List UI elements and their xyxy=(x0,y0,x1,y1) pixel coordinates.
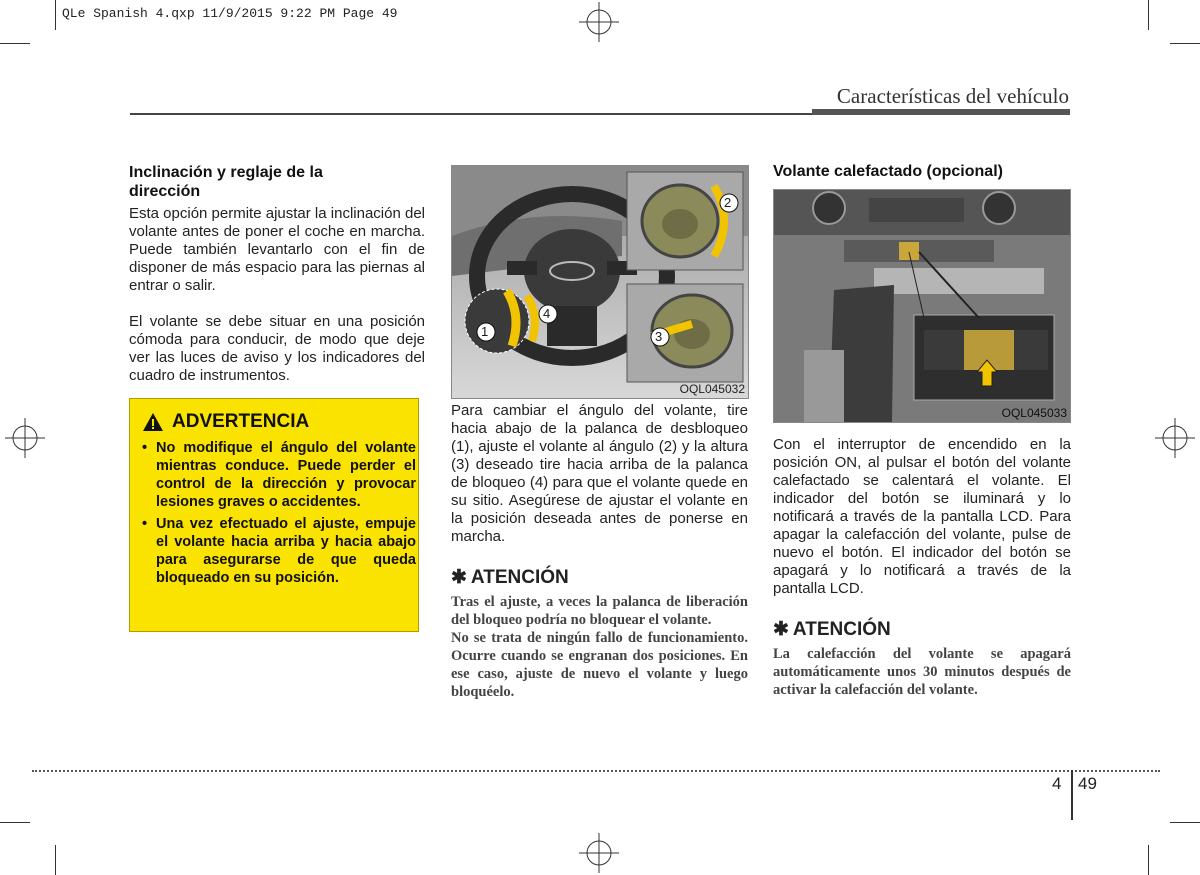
header-rule-accent xyxy=(812,109,1070,115)
warning-box xyxy=(129,398,419,632)
chapter-number: 4 xyxy=(1052,774,1062,793)
attention-paragraph: La calefacción del volante se apagará automáticamente unos 30 minutos después de activar la calefacción del volante. xyxy=(773,646,1071,698)
warning-header xyxy=(142,411,309,433)
footer-divider xyxy=(1071,770,1073,820)
heated-heading-wrap xyxy=(773,162,1071,181)
tilt-section xyxy=(129,163,425,385)
console-illustration xyxy=(774,190,1070,422)
heated-heading: Volante calefactado (opcional) xyxy=(773,163,1003,180)
steering-wheel-illustration xyxy=(452,166,748,398)
registration-mark-icon xyxy=(579,833,619,873)
heated-wheel-figure xyxy=(773,189,1071,423)
registration-mark-icon xyxy=(579,2,619,42)
footer-rule xyxy=(32,770,1160,772)
registration-mark-icon xyxy=(5,418,45,458)
warning-item: • Una vez efectuado el ajuste, empuje el volante hacia arriba y hacia abajo para asegurarse de que queda bloqueado en su posición. xyxy=(140,515,416,587)
tilt-paragraph-2: El volante se debe situar en una posición cómoda para conducir, de modo que deje ver las luces de aviso y los indicadores del cuadro de instrumentos. xyxy=(129,313,425,384)
attention-paragraph-2: No se trata de ningún fallo de funcionamiento. Ocurre cuando se engranan dos posiciones. En ese caso, ajuste de nuevo el volante y luego bloquéelo. xyxy=(451,630,748,700)
callout-1: 1 xyxy=(481,324,489,339)
registration-mark-icon xyxy=(1155,418,1195,458)
warning-triangle-icon xyxy=(142,412,164,432)
callout-3: 3 xyxy=(655,329,663,344)
page-number: 49 xyxy=(1078,774,1097,793)
section-title: Características del vehículo xyxy=(836,84,1069,108)
print-slug-line: QLe Spanish 4.qxp 11/9/2015 9:22 PM Page 49 xyxy=(62,6,398,21)
callout-4: 4 xyxy=(543,306,551,321)
asterisk-icon: ✱ xyxy=(451,567,467,588)
heated-paragraph: Con el interruptor de encendido en la posición ON, al pulsar el botón del volante calefactado se calentará el volante. El indicador del botón se iluminará y lo notificará a través de la pantalla LCD. Para apagar la calefacción del volante, pulse de nuevo el botón. El indicador del botón se apagará y lo notificará a través de la pantalla LCD. xyxy=(773,436,1071,597)
figure-code: OQL045032 xyxy=(679,382,745,396)
asterisk-icon: ✱ xyxy=(773,619,789,640)
warning-item: • No modifique el ángulo del volante mientras conduce. Puede perder el control de la dirección y provocar lesiones graves o accidentes. xyxy=(140,439,416,511)
callout-2: 2 xyxy=(724,195,732,210)
steering-tilt-figure xyxy=(451,165,749,399)
warning-title: ADVERTENCIA xyxy=(172,411,310,432)
attention-heading xyxy=(773,618,1071,641)
tilt-paragraph-1: Esta opción permite ajustar la inclinación del volante antes de poner el coche en marcha. Puede también levantarlo con el fin de disponer de más espacio para las piernas al entrar o salir. xyxy=(129,205,425,294)
tilt-heading-line2: dirección xyxy=(129,183,201,200)
warning-list xyxy=(140,439,416,591)
heated-section xyxy=(773,436,1071,699)
attention-title: ATENCIÓN xyxy=(470,566,569,588)
attention-title: ATENCIÓN xyxy=(792,618,891,640)
figure-code: OQL045033 xyxy=(1001,406,1067,420)
adjust-paragraph: Para cambiar el ángulo del volante, tire hacia abajo de la palanca de desbloqueo (1), ajuste el volante al ángulo (2) y la altura (3) deseado tire hacia arriba de la palanca de bloqueo (4) para que el volante quede en su sitio. Asegúrese de ajustar el volante en la posición deseada antes de ponerse en marcha. xyxy=(451,402,748,545)
attention-heading xyxy=(451,566,748,589)
tilt-heading-line1: Inclinación y reglaje de la xyxy=(129,164,323,181)
tilt-heading xyxy=(129,163,425,201)
attention-paragraph-1: Tras el ajuste, a veces la palanca de liberación del bloqueo podría no bloquear el volante. xyxy=(451,594,748,628)
adjust-section xyxy=(451,402,748,701)
